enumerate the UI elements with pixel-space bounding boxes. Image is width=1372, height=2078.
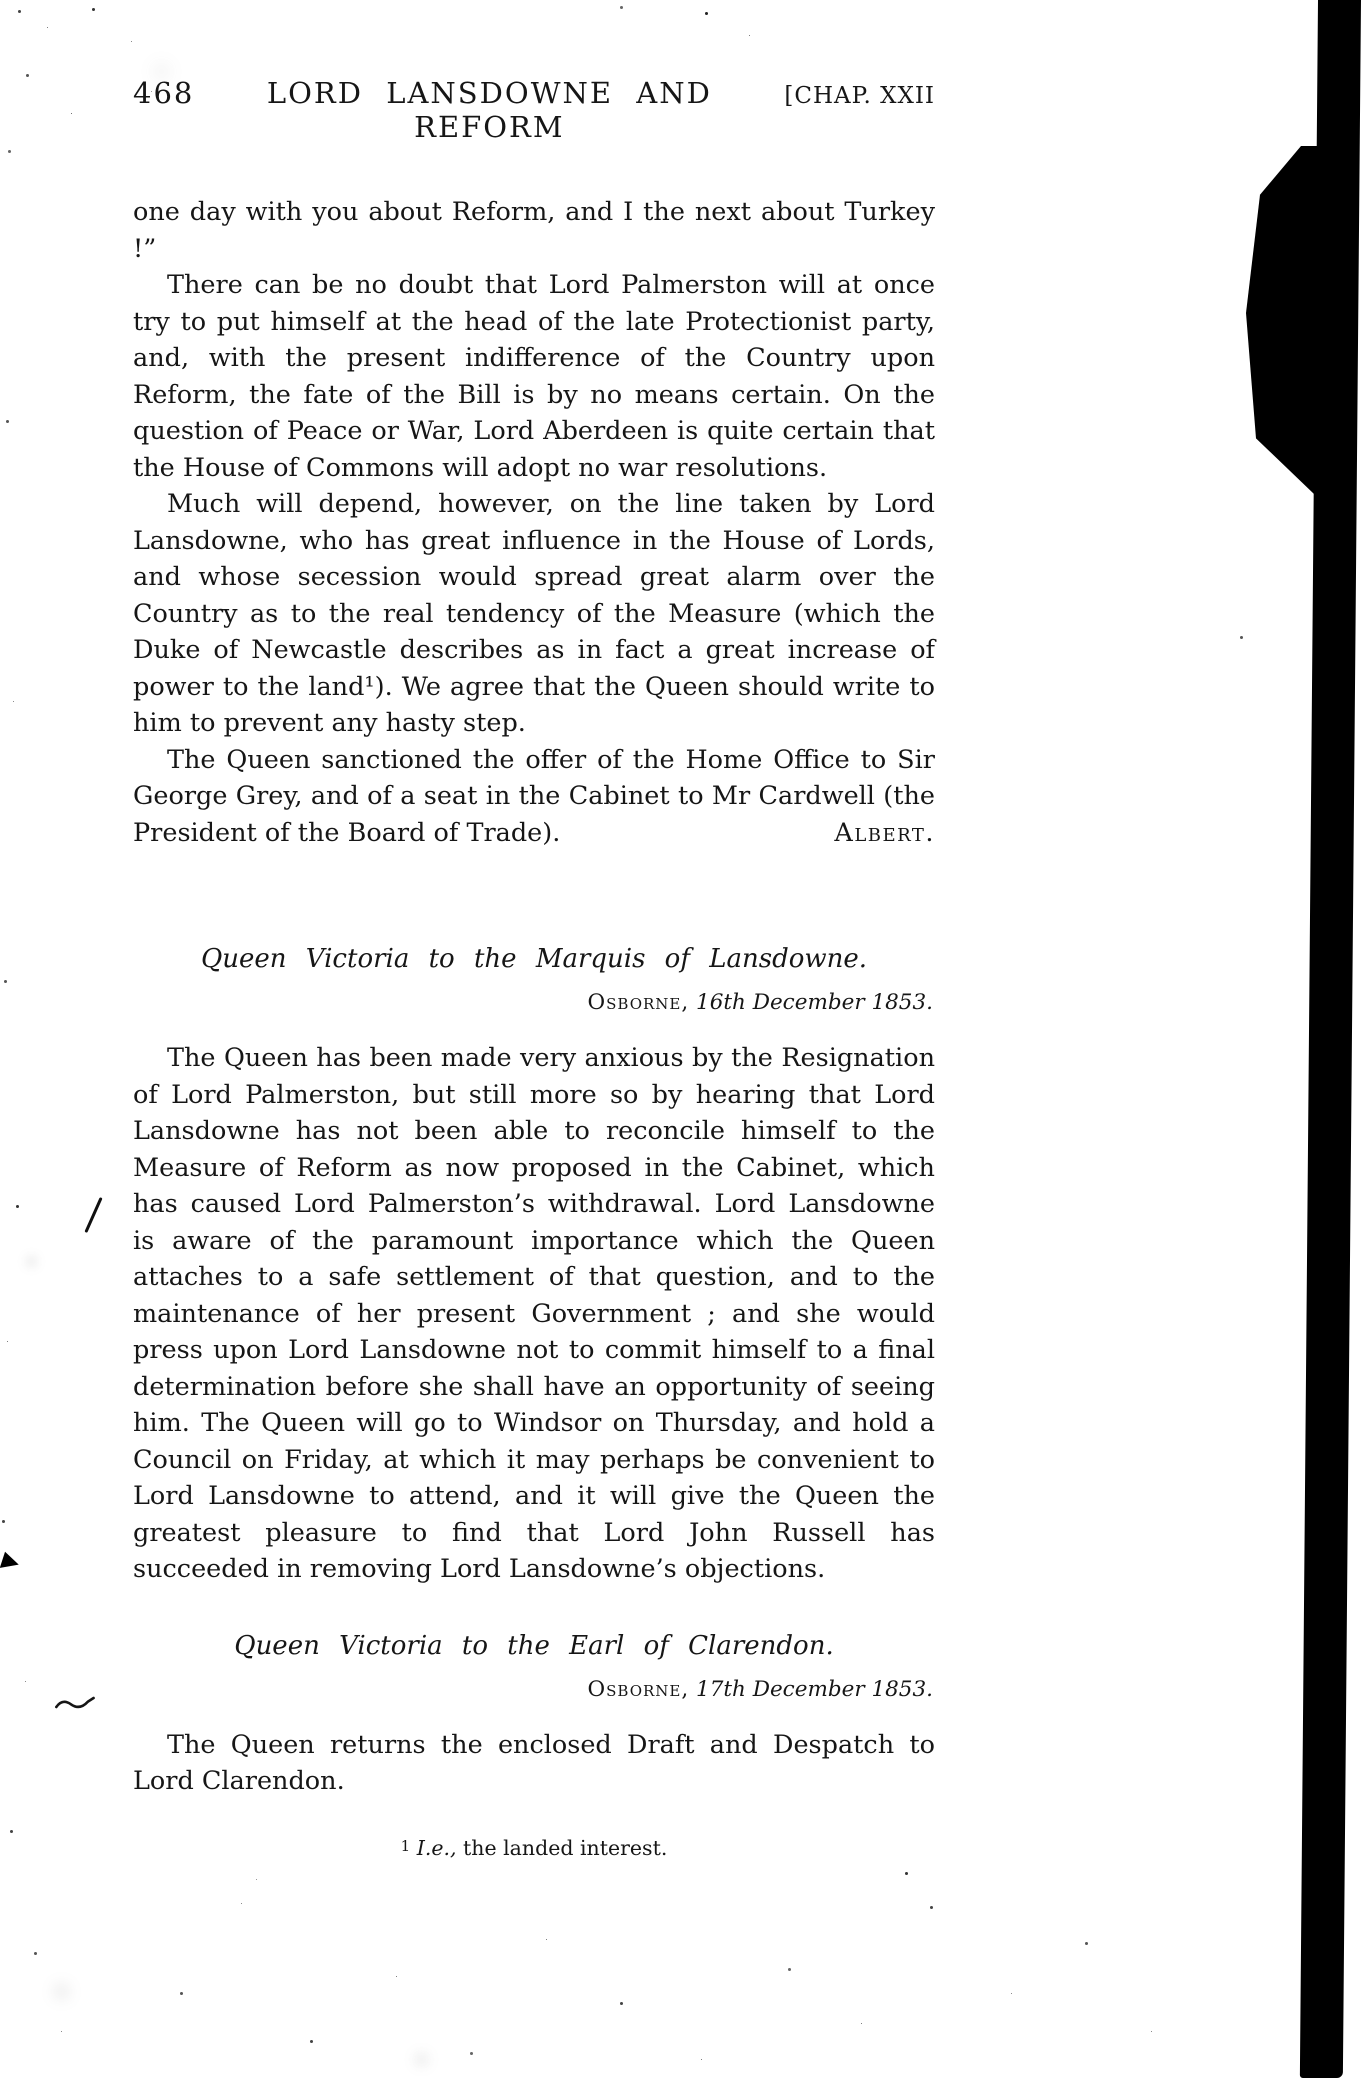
margin-arrow-mark xyxy=(0,1552,21,1573)
paragraph-text: The Queen sanctioned the offer of the Home Office to Sir George Grey, and of a seat in the Cabinet to Mr Cardwell (the President of the Board of Trade). xyxy=(133,744,935,848)
footnote-text: the landed interest. xyxy=(463,1835,668,1860)
footnote-marker: 1 xyxy=(400,1836,411,1855)
signature-albert: Albert. xyxy=(834,817,935,848)
letter-date: 16th December 1853. xyxy=(696,990,933,1015)
page-content xyxy=(133,76,935,1860)
letter-body: The Queen has been made very anxious by the Resignation of Lord Palmerston, but still more so by hearing that Lord Lansdowne has not been able to reconcile himself to the Measure of Reform as now proposed in the Cabinet, which has caused Lord Palmerston’s withdrawal. Lord Lansdowne is aware of the paramount importance which the Queen attaches to a safe settlement of that question, and to the maintenance of her present Government ; and she would press upon Lord Lansdowne not to commit himself to a final determination before she shall have an opportunity of seeing him. The Queen will go to Windsor on Thursday, and hold a Council on Friday, at which it may perhaps be convenient to Lord Lansdowne to attend, and it will give the Queen the greatest pleasure to find that Lord John Russell has succeeded in removing Lord Lansdowne’s objections. xyxy=(133,1043,935,1584)
letter-heading-lansdowne: Queen Victoria to the Marquis of Lansdowne. xyxy=(200,944,868,974)
letter-dateline xyxy=(133,990,935,1016)
letter-place: Osborne, xyxy=(587,990,690,1015)
running-title: LORD LANSDOWNE AND REFORM xyxy=(266,76,712,144)
body-paragraph-with-signature xyxy=(133,742,935,852)
margin-squiggle-mark xyxy=(53,1692,97,1714)
letter-dateline xyxy=(133,1677,935,1703)
letter-date: 17th December 1853. xyxy=(696,1676,933,1702)
letter-body: The Queen returns the enclosed Draft and Despatch to Lord Clarendon. xyxy=(133,1729,935,1796)
scan-noise-speckles xyxy=(0,0,3,3)
footnote xyxy=(133,1834,935,1860)
body-paragraph: There can be no doubt that Lord Palmerston will at once try to put himself at the head of the late Protectionist party, and, with the present indifference of the Country upon Reform, the fate of the Bill is by no means certain. On the question of Peace or War, Lord Aberdeen is quite certain that the House of Commons will adopt no war resolutions. xyxy=(133,270,935,483)
body-paragraph-continuation: one day with you about Reform, and I the next about Turkey !” xyxy=(133,197,935,264)
running-header xyxy=(133,76,935,144)
chapter-reference: [CHAP. XXII xyxy=(784,83,935,109)
page-number: 468 xyxy=(133,76,195,110)
footnote-abbreviation: I.e., xyxy=(416,1835,457,1860)
pencil-slash-mark xyxy=(84,1197,102,1233)
body-paragraph: Much will depend, however, on the line taken by Lord Lansdowne, who has great influence in the House of Lords, and whose secession would spread great alarm over the Country as to the real tendency of the Measure (which the Duke of Newcastle describes as in fact a great increase of power to the land¹). We agree that the Queen should write to him to prevent any hasty step. xyxy=(133,489,935,738)
letter-place: Osborne, xyxy=(587,1676,690,1702)
letter-heading-clarendon: Queen Victoria to the Earl of Clarendon. xyxy=(234,1630,834,1661)
